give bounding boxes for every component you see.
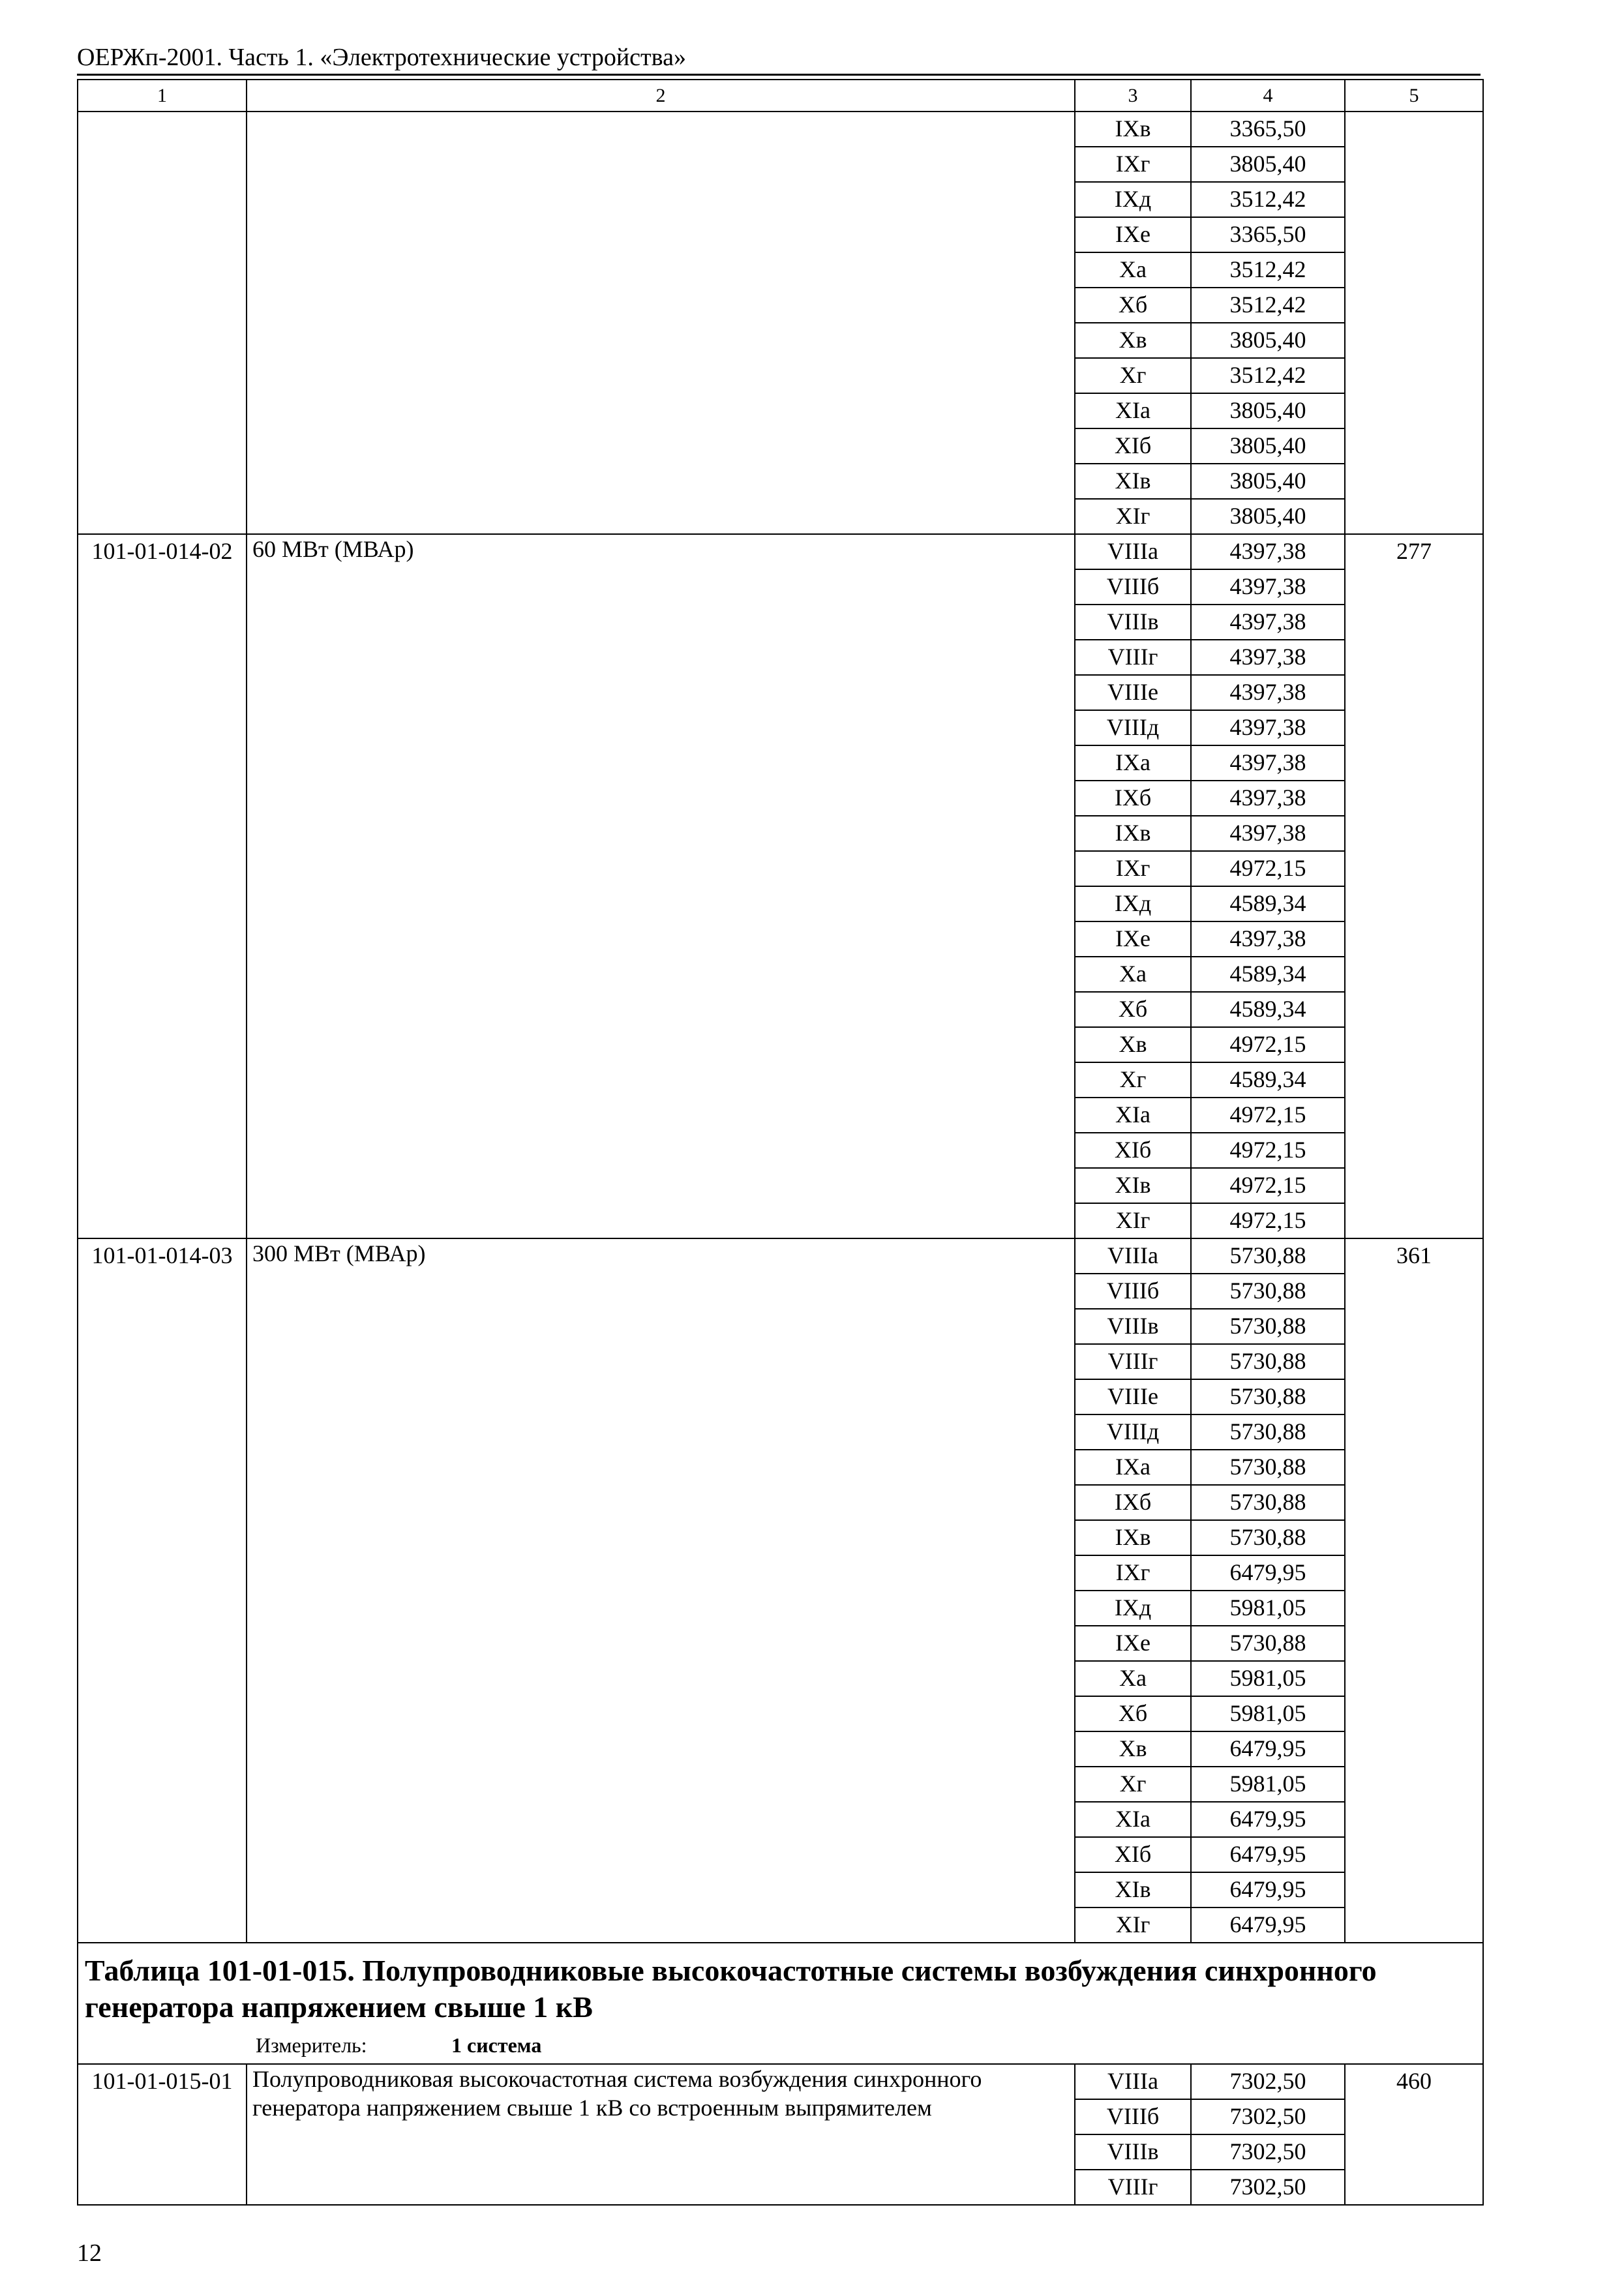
category-cell: VIIIг (1075, 2170, 1191, 2205)
category-cell: VIIIд (1075, 1414, 1191, 1450)
value-cell: 5981,05 (1191, 1661, 1345, 1696)
code-cell: 101-01-014-03 (78, 1238, 247, 1943)
category-cell: IXб (1075, 1485, 1191, 1520)
price-table-body (78, 80, 1483, 2205)
value-cell: 4397,38 (1191, 534, 1345, 569)
value-cell: 4397,38 (1191, 816, 1345, 851)
category-cell: VIIIб (1075, 1274, 1191, 1309)
value-cell: 5730,88 (1191, 1379, 1345, 1414)
category-cell: Xв (1075, 1731, 1191, 1767)
value-cell: 4972,15 (1191, 1133, 1345, 1168)
value-cell: 5981,05 (1191, 1696, 1345, 1731)
category-cell: IXб (1075, 781, 1191, 816)
category-cell: XIа (1075, 1098, 1191, 1133)
value-cell: 4397,38 (1191, 605, 1345, 640)
value-cell: 4972,15 (1191, 1168, 1345, 1203)
column-number: 1 (78, 80, 247, 112)
category-cell: VIIIв (1075, 605, 1191, 640)
value-cell: 5730,88 (1191, 1238, 1345, 1274)
category-cell: XIа (1075, 393, 1191, 428)
value-cell: 4397,38 (1191, 781, 1345, 816)
table-title-cell (78, 1943, 1483, 2064)
category-cell: XIб (1075, 1837, 1191, 1872)
category-cell: XIа (1075, 1802, 1191, 1837)
value-cell: 4397,38 (1191, 675, 1345, 710)
category-cell: Xв (1075, 1027, 1191, 1062)
category-cell: XIг (1075, 499, 1191, 534)
value-cell: 3512,42 (1191, 288, 1345, 323)
value-cell: 4589,34 (1191, 957, 1345, 992)
table-row (78, 2064, 1483, 2099)
value-cell: 4972,15 (1191, 1203, 1345, 1238)
category-cell: XIб (1075, 1133, 1191, 1168)
column-number: 5 (1345, 80, 1483, 112)
column-number: 3 (1075, 80, 1191, 112)
value-cell: 7302,50 (1191, 2064, 1345, 2099)
measure-label: Измеритель: (256, 2033, 367, 2057)
category-cell: IXа (1075, 745, 1191, 781)
name-cell: 60 МВт (МВАр) (247, 534, 1075, 1238)
category-cell: VIIIа (1075, 1238, 1191, 1274)
table-title: Таблица 101-01-015. Полупроводниковые высокочастотные системы возбуждения синхронного генератора напряжением свыше 1 кВ (85, 1954, 1377, 2024)
value-cell: 3805,40 (1191, 147, 1345, 182)
table-row (78, 112, 1483, 147)
name-cell (247, 112, 1075, 534)
value-cell: 7302,50 (1191, 2170, 1345, 2205)
category-cell: IXе (1075, 1626, 1191, 1661)
category-cell: IXв (1075, 1520, 1191, 1555)
category-cell: Xа (1075, 1661, 1191, 1696)
table-title-row (78, 1943, 1483, 2064)
category-cell: VIIIг (1075, 1344, 1191, 1379)
category-cell: VIIIа (1075, 534, 1191, 569)
name-cell: 300 МВт (МВАр) (247, 1238, 1075, 1943)
value-cell: 5730,88 (1191, 1414, 1345, 1450)
measure-line (85, 2032, 1482, 2058)
value-cell: 4397,38 (1191, 745, 1345, 781)
value-cell: 3512,42 (1191, 182, 1345, 217)
code-cell (78, 112, 247, 534)
table-row (78, 1238, 1483, 1274)
table-row (78, 534, 1483, 569)
page-number: 12 (77, 2239, 102, 2267)
category-cell: VIIIб (1075, 2099, 1191, 2134)
value-cell: 4972,15 (1191, 1098, 1345, 1133)
value-cell: 6479,95 (1191, 1802, 1345, 1837)
category-cell: Xб (1075, 1696, 1191, 1731)
category-cell: IXд (1075, 886, 1191, 921)
column-number: 4 (1191, 80, 1345, 112)
category-cell: VIIIв (1075, 2134, 1191, 2170)
category-cell: VIIIв (1075, 1309, 1191, 1344)
value-cell: 3512,42 (1191, 252, 1345, 288)
value-cell: 3365,50 (1191, 217, 1345, 252)
category-cell: Xг (1075, 358, 1191, 393)
category-cell: Xб (1075, 288, 1191, 323)
category-cell: IXд (1075, 182, 1191, 217)
value-cell: 4589,34 (1191, 1062, 1345, 1098)
category-cell: VIIIб (1075, 569, 1191, 605)
extra-cell: 361 (1345, 1238, 1483, 1943)
extra-cell: 277 (1345, 534, 1483, 1238)
category-cell: Xг (1075, 1767, 1191, 1802)
code-cell: 101-01-015-01 (78, 2064, 247, 2205)
value-cell: 4397,38 (1191, 640, 1345, 675)
category-cell: IXг (1075, 851, 1191, 886)
category-cell: IXв (1075, 112, 1191, 147)
category-cell: Xб (1075, 992, 1191, 1027)
category-cell: VIIIд (1075, 710, 1191, 745)
value-cell: 4397,38 (1191, 921, 1345, 957)
value-cell: 3805,40 (1191, 393, 1345, 428)
category-cell: VIIIа (1075, 2064, 1191, 2099)
category-cell: IXе (1075, 921, 1191, 957)
category-cell: VIIIе (1075, 1379, 1191, 1414)
value-cell: 4589,34 (1191, 992, 1345, 1027)
value-cell: 3512,42 (1191, 358, 1345, 393)
price-table (77, 79, 1484, 2206)
value-cell: 5730,88 (1191, 1450, 1345, 1485)
category-cell: XIв (1075, 1872, 1191, 1908)
value-cell: 5730,88 (1191, 1485, 1345, 1520)
category-cell: Xг (1075, 1062, 1191, 1098)
value-cell: 3805,40 (1191, 323, 1345, 358)
value-cell: 3805,40 (1191, 428, 1345, 464)
value-cell: 5981,05 (1191, 1767, 1345, 1802)
code-cell: 101-01-014-02 (78, 534, 247, 1238)
name-cell: Полупроводниковая высокочастотная система возбуждения синхронного генератора напряжением свыше 1 кВ со встроенным выпрямителем (247, 2064, 1075, 2205)
value-cell: 5730,88 (1191, 1344, 1345, 1379)
value-cell: 6479,95 (1191, 1837, 1345, 1872)
value-cell: 5981,05 (1191, 1591, 1345, 1626)
category-cell: Xа (1075, 252, 1191, 288)
category-cell: IXв (1075, 816, 1191, 851)
value-cell: 7302,50 (1191, 2099, 1345, 2134)
category-cell: XIг (1075, 1908, 1191, 1943)
value-cell: 5730,88 (1191, 1626, 1345, 1661)
value-cell: 4397,38 (1191, 569, 1345, 605)
value-cell: 5730,88 (1191, 1309, 1345, 1344)
value-cell: 3805,40 (1191, 499, 1345, 534)
value-cell: 3805,40 (1191, 464, 1345, 499)
extra-cell: 460 (1345, 2064, 1483, 2205)
category-cell: IXг (1075, 147, 1191, 182)
category-cell: Xв (1075, 323, 1191, 358)
category-cell: XIг (1075, 1203, 1191, 1238)
value-cell: 5730,88 (1191, 1274, 1345, 1309)
category-cell: VIIIг (1075, 640, 1191, 675)
column-number-row (78, 80, 1483, 112)
value-cell: 6479,95 (1191, 1731, 1345, 1767)
category-cell: IXа (1075, 1450, 1191, 1485)
value-cell: 5730,88 (1191, 1520, 1345, 1555)
measure-value: 1 система (451, 2033, 542, 2057)
category-cell: XIб (1075, 428, 1191, 464)
header-rule (77, 74, 1481, 76)
category-cell: IXе (1075, 217, 1191, 252)
value-cell: 6479,95 (1191, 1872, 1345, 1908)
category-cell: XIв (1075, 1168, 1191, 1203)
category-cell: XIв (1075, 464, 1191, 499)
value-cell: 3365,50 (1191, 112, 1345, 147)
category-cell: IXг (1075, 1555, 1191, 1591)
value-cell: 6479,95 (1191, 1555, 1345, 1591)
column-number: 2 (247, 80, 1075, 112)
value-cell: 4972,15 (1191, 1027, 1345, 1062)
value-cell: 7302,50 (1191, 2134, 1345, 2170)
value-cell: 6479,95 (1191, 1908, 1345, 1943)
category-cell: VIIIе (1075, 675, 1191, 710)
value-cell: 4397,38 (1191, 710, 1345, 745)
value-cell: 4589,34 (1191, 886, 1345, 921)
category-cell: IXд (1075, 1591, 1191, 1626)
category-cell: Xа (1075, 957, 1191, 992)
value-cell: 4972,15 (1191, 851, 1345, 886)
document-header: ОЕРЖп-2001. Часть 1. «Электротехнические устройства» (77, 44, 686, 71)
extra-cell (1345, 112, 1483, 534)
